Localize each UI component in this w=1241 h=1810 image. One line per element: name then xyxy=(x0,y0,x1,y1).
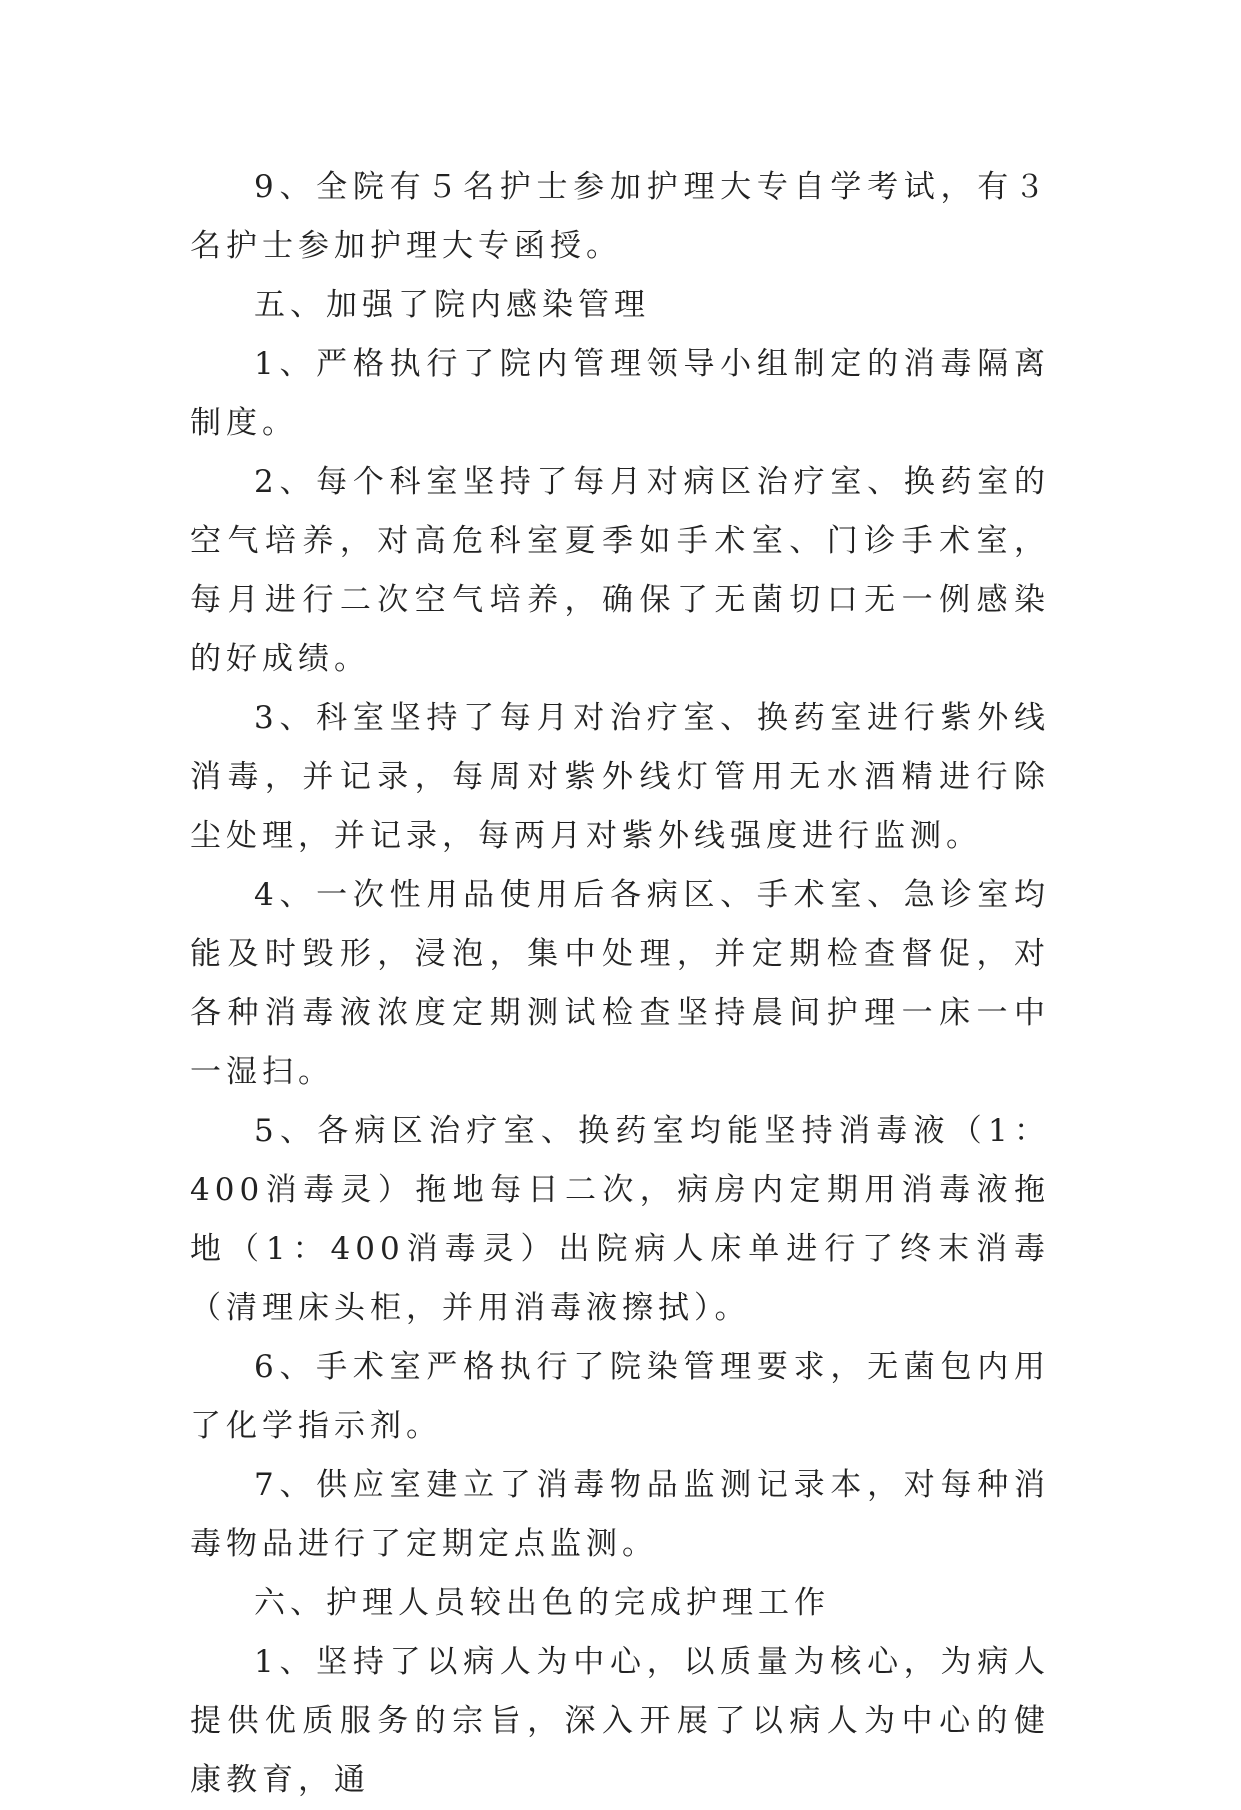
paragraph-item-6-1: 1、坚持了以病人为中心，以质量为核心，为病人提供优质服务的宗旨，深入开展了以病人为中心的健康教育，通 xyxy=(190,1644,1050,1798)
paragraph-item-5-3: 3、科室坚持了每月对治疗室、换药室进行紫外线消毒，并记录，每周对紫外线灯管用无水酒精进行除尘处理，并记录，每两月对紫外线强度进行监测。 xyxy=(190,700,1050,854)
paragraph-item-5-2: 2、每个科室坚持了每月对病区治疗室、换药室的空气培养，对高危科室夏季如手术室、门诊手术室，每月进行二次空气培养，确保了无菌切口无一例感染的好成绩。 xyxy=(190,464,1050,677)
section-heading-5: 五、加强了院内感染管理 xyxy=(254,287,650,323)
document-body xyxy=(190,158,1050,1810)
paragraph-item-5-7: 7、供应室建立了消毒物品监测记录本，对每种消毒物品进行了定期定点监测。 xyxy=(190,1467,1050,1562)
paragraph-item-9: 9、全院有５名护士参加护理大专自学考试，有３名护士参加护理大专函授。 xyxy=(190,169,1050,264)
section-heading-6: 六、护理人员较出色的完成护理工作 xyxy=(254,1585,830,1621)
paragraph-item-5-5: 5、各病区治疗室、换药室均能坚持消毒液（1：400消毒灵）拖地每日二次，病房内定期用消毒液拖地（1：400消毒灵）出院病人床单进行了终末消毒（清理床头柜，并用消毒液擦拭）。 xyxy=(190,1113,1050,1326)
paragraph-item-5-6: 6、手术室严格执行了院染管理要求，无菌包内用了化学指示剂。 xyxy=(190,1349,1050,1444)
paragraph-item-5-1: 1、严格执行了院内管理领导小组制定的消毒隔离制度。 xyxy=(190,346,1050,441)
paragraph-item-5-4: 4、一次性用品使用后各病区、手术室、急诊室均能及时毁形，浸泡，集中处理，并定期检查督促，对各种消毒液浓度定期测试检查坚持晨间护理一床一中一湿扫。 xyxy=(190,877,1050,1090)
